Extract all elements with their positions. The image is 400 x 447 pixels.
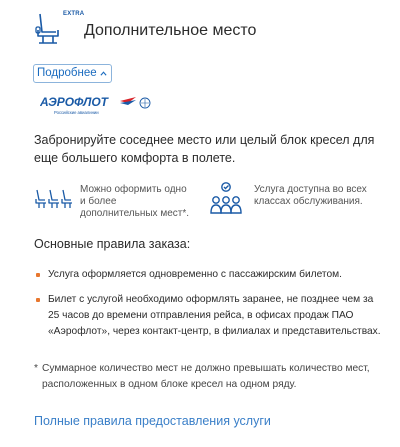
group-passengers-icon	[208, 181, 244, 217]
rules-title: Основные правила заказа:	[34, 237, 191, 251]
page-title: Дополнительное место	[84, 22, 257, 39]
seats-row-icon	[34, 186, 74, 212]
intro-text: Забронируйте соседнее место или целый блок кресел для еще большего комфорта в полете.	[34, 133, 375, 165]
logo-wordmark: АЭРОФЛОТ	[40, 95, 109, 109]
aeroflot-logo	[40, 94, 152, 116]
rule-item	[36, 267, 386, 283]
feature-extra-seats-text: Можно оформить одно и более дополнительных мест*.	[80, 184, 190, 219]
rule-item	[36, 292, 386, 340]
logo-tagline: Российские авиалинии	[54, 110, 99, 115]
bullet-icon	[36, 273, 40, 277]
service-header	[34, 10, 394, 54]
chevron-up-icon	[100, 70, 107, 77]
extra-badge: EXTRA	[63, 11, 85, 17]
extra-seat-icon	[34, 10, 62, 50]
more-details-button[interactable]	[33, 64, 112, 83]
rule-item-text: Услуга оформляется одновременно с пассажирским билетом.	[48, 269, 342, 280]
feature-all-classes-text: Услуга доступна во всех классах обслуживания.	[254, 184, 367, 207]
footnote	[34, 361, 384, 393]
footnote-marker: *	[34, 363, 38, 374]
bullet-icon	[36, 298, 40, 302]
footnote-text: Суммарное количество мест не должно превышать количество мест, расположенных в одном блоке кресел на одном ряду.	[42, 363, 370, 390]
full-rules-link[interactable]: Полные правила предоставления услуги	[34, 414, 271, 428]
rule-item-text: Билет с услугой необходимо оформлять заранее, не позднее чем за 25 часов до времени отправления рейса, в офисах продаж ПАО «Аэрофлот», через контакт-центр, в филиалах и представительствах.	[48, 294, 381, 337]
more-details-label: Подробнее	[37, 67, 97, 79]
